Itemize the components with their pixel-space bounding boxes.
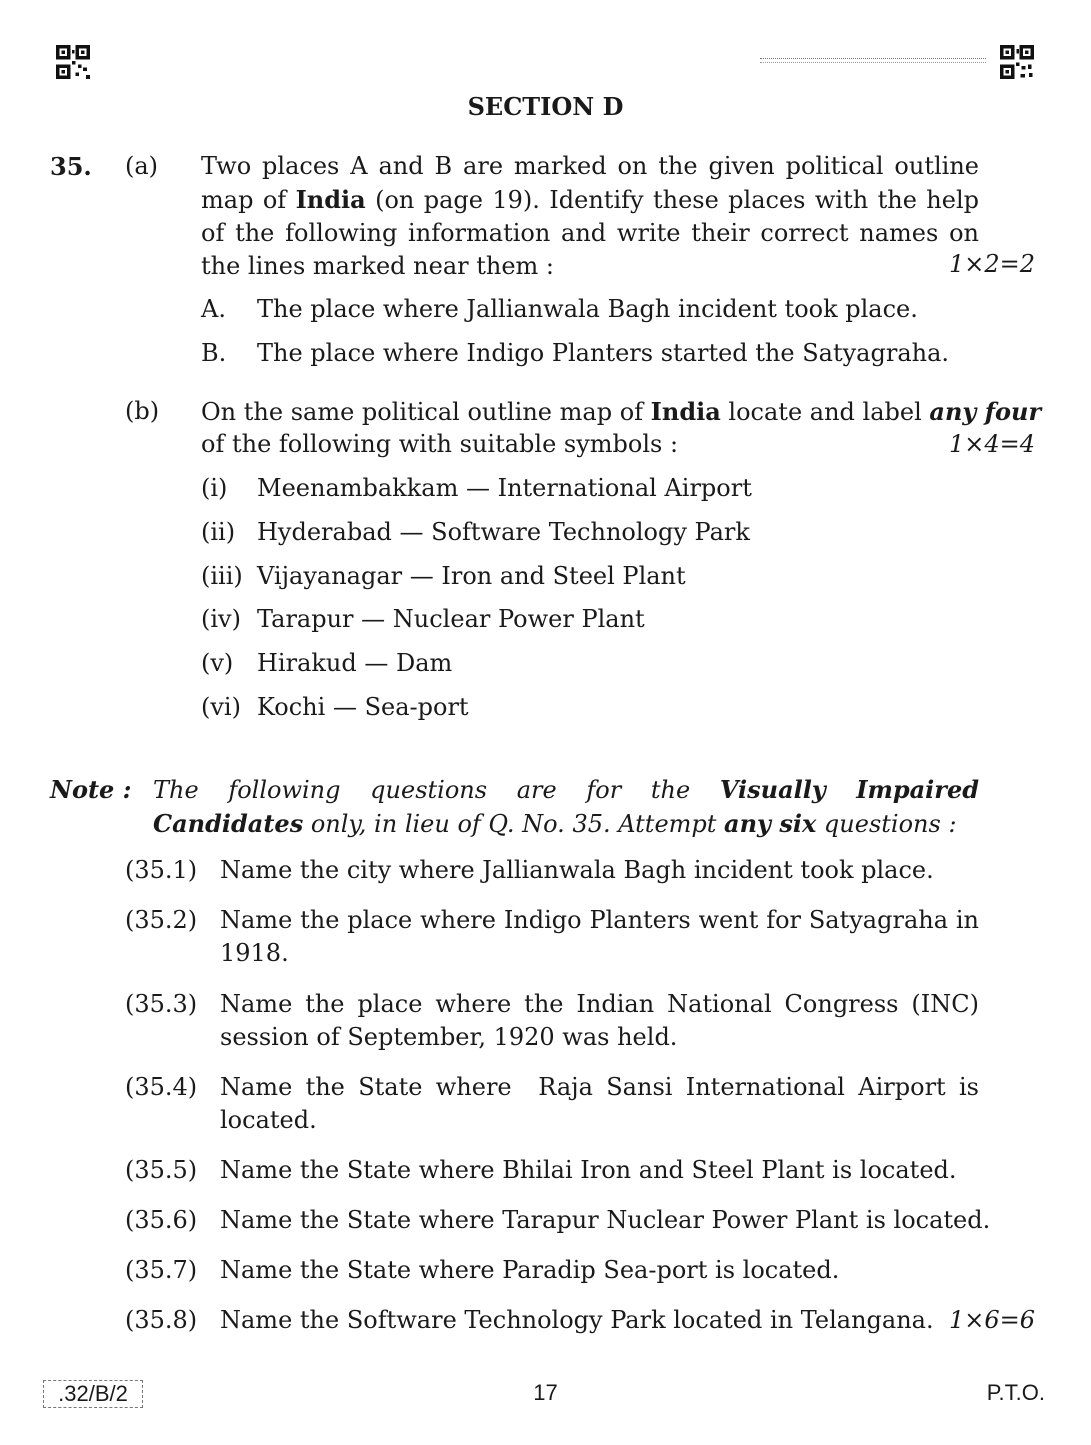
note-text-2: only, in lieu of Q. No. 35. Attempt xyxy=(310,810,725,838)
header-dotted-line xyxy=(760,58,986,63)
part-a-text-2: (on page 19). Identify these places with the help of the following information and write their correct names on the lines marked near them : xyxy=(201,186,979,280)
part-b-text-line1 xyxy=(201,397,1042,426)
vi-marks: 1×6=6 xyxy=(948,1306,1035,1334)
question-number: 35. xyxy=(50,152,92,181)
part-b-text-1: On the same political outline map of xyxy=(201,398,651,426)
note-visually-impaired: Visually Impaired Candidates xyxy=(153,775,979,838)
part-b-item-label: (i) xyxy=(201,474,228,502)
part-b-any-four: any four xyxy=(929,397,1042,426)
vi-question-label: (35.8) xyxy=(125,1306,198,1334)
vi-question-text-cont: located. xyxy=(220,1106,317,1134)
vi-question-text: Name the State where Raja Sansi International Airport is xyxy=(220,1073,979,1101)
part-a-item-label: A. xyxy=(201,295,226,323)
vi-question-label: (35.6) xyxy=(125,1206,198,1234)
part-a-marks: 1×2=2 xyxy=(948,250,1035,278)
part-b-item-label: (iv) xyxy=(201,605,241,633)
vi-question-label: (35.7) xyxy=(125,1256,198,1284)
part-b-item-text: Meenambakkam — International Airport xyxy=(257,474,752,502)
vi-question-text: Name the State where Paradip Sea-port is located. xyxy=(220,1256,840,1284)
part-b-item-label: (vi) xyxy=(201,693,241,721)
part-a-item-text: The place where Jallianwala Bagh incident took place. xyxy=(257,295,918,323)
qr-code-right-icon xyxy=(1000,45,1034,79)
vi-question-text: Name the Software Technology Park located in Telangana. xyxy=(220,1306,934,1334)
part-b-text-line2: of the following with suitable symbols : xyxy=(201,430,679,458)
paper-code: .32/B/2 xyxy=(43,1380,143,1408)
part-b-item-label: (v) xyxy=(201,649,234,677)
part-a-india: India xyxy=(295,185,366,214)
part-b-item-text: Vijayanagar — Iron and Steel Plant xyxy=(257,562,686,590)
note-any-six: any six xyxy=(724,809,817,838)
part-a-text-1: Two places A and B are marked on the given political outline map of xyxy=(201,152,979,214)
part-a-text xyxy=(201,150,979,283)
vi-question-text: Name the place where Indigo Planters went for Satyagraha in xyxy=(220,906,979,934)
part-a-item-label: B. xyxy=(201,339,227,367)
vi-question-label: (35.1) xyxy=(125,856,198,884)
note-text-3: questions : xyxy=(816,810,957,838)
section-title: SECTION D xyxy=(467,92,624,121)
note-text xyxy=(153,773,979,841)
vi-question-text: Name the city where Jallianwala Bagh incident took place. xyxy=(220,856,934,884)
part-b-item-label: (iii) xyxy=(201,562,243,590)
vi-question-label: (35.5) xyxy=(125,1156,198,1184)
vi-question-text: Name the State where Bhilai Iron and Steel Plant is located. xyxy=(220,1156,957,1184)
part-b-india: India xyxy=(650,397,721,426)
part-b-text-2: locate and label xyxy=(720,398,930,426)
vi-question-text: Name the State where Tarapur Nuclear Power Plant is located. xyxy=(220,1206,991,1234)
part-b-item-text: Hirakud — Dam xyxy=(257,649,453,677)
vi-question-text-cont: 1918. xyxy=(220,939,289,967)
qr-code-left-icon xyxy=(56,45,90,79)
note-label: Note : xyxy=(50,775,132,804)
page-number: 17 xyxy=(533,1380,558,1405)
part-b-item-label: (ii) xyxy=(201,518,236,546)
vi-question-label: (35.4) xyxy=(125,1073,198,1101)
part-b-item-text: Kochi — Sea-port xyxy=(257,693,469,721)
part-b-item-text: Tarapur — Nuclear Power Plant xyxy=(257,605,645,633)
note-text-1: The following questions are for the xyxy=(153,776,720,804)
vi-question-text-cont: session of September, 1920 was held. xyxy=(220,1023,678,1051)
part-b-item-text: Hyderabad — Software Technology Park xyxy=(257,518,750,546)
part-b-marks: 1×4=4 xyxy=(948,430,1035,458)
part-b-label: (b) xyxy=(125,397,160,425)
pto-text: P.T.O. xyxy=(986,1380,1045,1405)
vi-question-text: Name the place where the Indian National Congress (INC) xyxy=(220,990,979,1018)
vi-question-label: (35.3) xyxy=(125,990,198,1018)
vi-question-label: (35.2) xyxy=(125,906,198,934)
part-a-label: (a) xyxy=(125,152,159,180)
part-a-item-text: The place where Indigo Planters started the Satyagraha. xyxy=(257,339,950,367)
